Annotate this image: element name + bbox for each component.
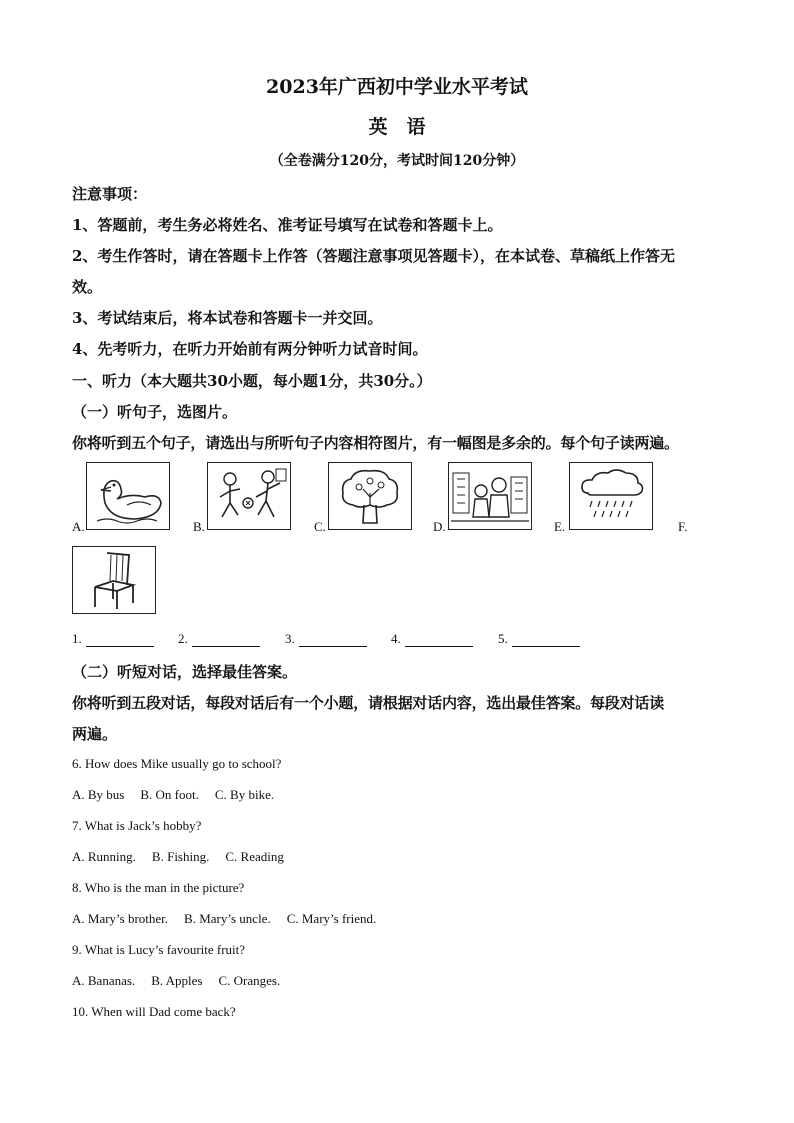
question-9: 9. What is Lucy’s favourite fruit? xyxy=(72,942,246,957)
part2-instruction-cont: 两遍。 xyxy=(72,725,118,743)
note-item: 3、考试结束后，将本试卷和答题卡一并交回。 xyxy=(72,309,383,327)
question-10: 10. When will Dad come back? xyxy=(72,1004,236,1019)
part1-instruction: 你将听到五个句子，请选出与所听句子内容相符图片，有一幅图是多余的。每个句子读两遍。 xyxy=(72,434,679,452)
question-8: 8. Who is the man in the picture? xyxy=(72,880,245,895)
option-c[interactable]: C. Reading xyxy=(225,849,284,864)
option-c[interactable]: C. Oranges. xyxy=(218,973,281,988)
answer-blank-2[interactable]: 2. xyxy=(178,631,260,647)
option-b[interactable]: B. On foot. xyxy=(140,787,199,802)
section1-heading: 一、听力（本大题共30小题，每小题1分，共30分。） xyxy=(72,372,432,390)
chair-icon xyxy=(72,546,156,614)
rain-icon xyxy=(569,462,653,530)
option-c[interactable]: C. By bike. xyxy=(214,787,275,802)
question-6-options xyxy=(72,787,290,803)
duck-icon xyxy=(86,462,170,530)
score-time-note: （全卷满分120分，考试时间120分钟） xyxy=(269,153,525,169)
tree-icon xyxy=(328,462,412,530)
question-6: 6. How does Mike usually go to school? xyxy=(72,756,282,771)
option-a[interactable]: A. Running. xyxy=(72,849,136,864)
picture-label-b: B. xyxy=(193,519,205,534)
note-item: 效。 xyxy=(72,278,103,296)
picture-label-a: A. xyxy=(72,519,85,534)
note-item: 1、答题前，考生务必将姓名、准考证号填写在试卷和答题卡上。 xyxy=(72,216,503,234)
answer-blank-5[interactable]: 5. xyxy=(498,631,580,647)
picture-label-e: E. xyxy=(554,519,566,534)
note-item: 2、考生作答时，请在答题卡上作答（答题注意事项见答题卡），在本试卷、草稿纸上作答无 xyxy=(72,247,675,265)
subject-title: 英 语 xyxy=(368,116,426,138)
question-7: 7. What is Jack’s hobby? xyxy=(72,818,202,833)
family-icon xyxy=(448,462,532,530)
part1-heading: （一）听句子，选图片。 xyxy=(72,403,238,421)
question-8-options xyxy=(72,911,392,927)
picture-label-d: D. xyxy=(433,519,446,534)
option-b[interactable]: B. Apples xyxy=(151,973,203,988)
notes-heading: 注意事项： xyxy=(72,185,148,203)
question-7-options xyxy=(72,849,300,865)
option-a[interactable]: A. Bananas. xyxy=(72,973,136,988)
option-b[interactable]: B. Fishing. xyxy=(151,849,210,864)
picture-label-c: C. xyxy=(314,519,326,534)
option-a[interactable]: A. By bus xyxy=(72,787,125,802)
option-c[interactable]: C. Mary’s friend. xyxy=(286,911,377,926)
option-b[interactable]: B. Mary’s uncle. xyxy=(184,911,271,926)
option-a[interactable]: A. Mary’s brother. xyxy=(72,911,169,926)
question-9-options xyxy=(72,973,296,989)
answer-blank-3[interactable]: 3. xyxy=(285,631,367,647)
football-players-icon xyxy=(207,462,291,530)
part2-instruction: 你将听到五段对话，每段对话后有一个小题，请根据对话内容，选出最佳答案。每段对话读 xyxy=(72,694,665,712)
note-item: 4、先考听力，在听力开始前有两分钟听力试音时间。 xyxy=(72,340,428,358)
answer-blank-1[interactable]: 1. xyxy=(72,631,154,647)
exam-title: 2023年广西初中学业水平考试 xyxy=(266,76,528,98)
answer-blank-4[interactable]: 4. xyxy=(391,631,473,647)
part2-heading: （二）听短对话，选择最佳答案。 xyxy=(72,663,298,681)
picture-label-f: F. xyxy=(678,519,688,534)
